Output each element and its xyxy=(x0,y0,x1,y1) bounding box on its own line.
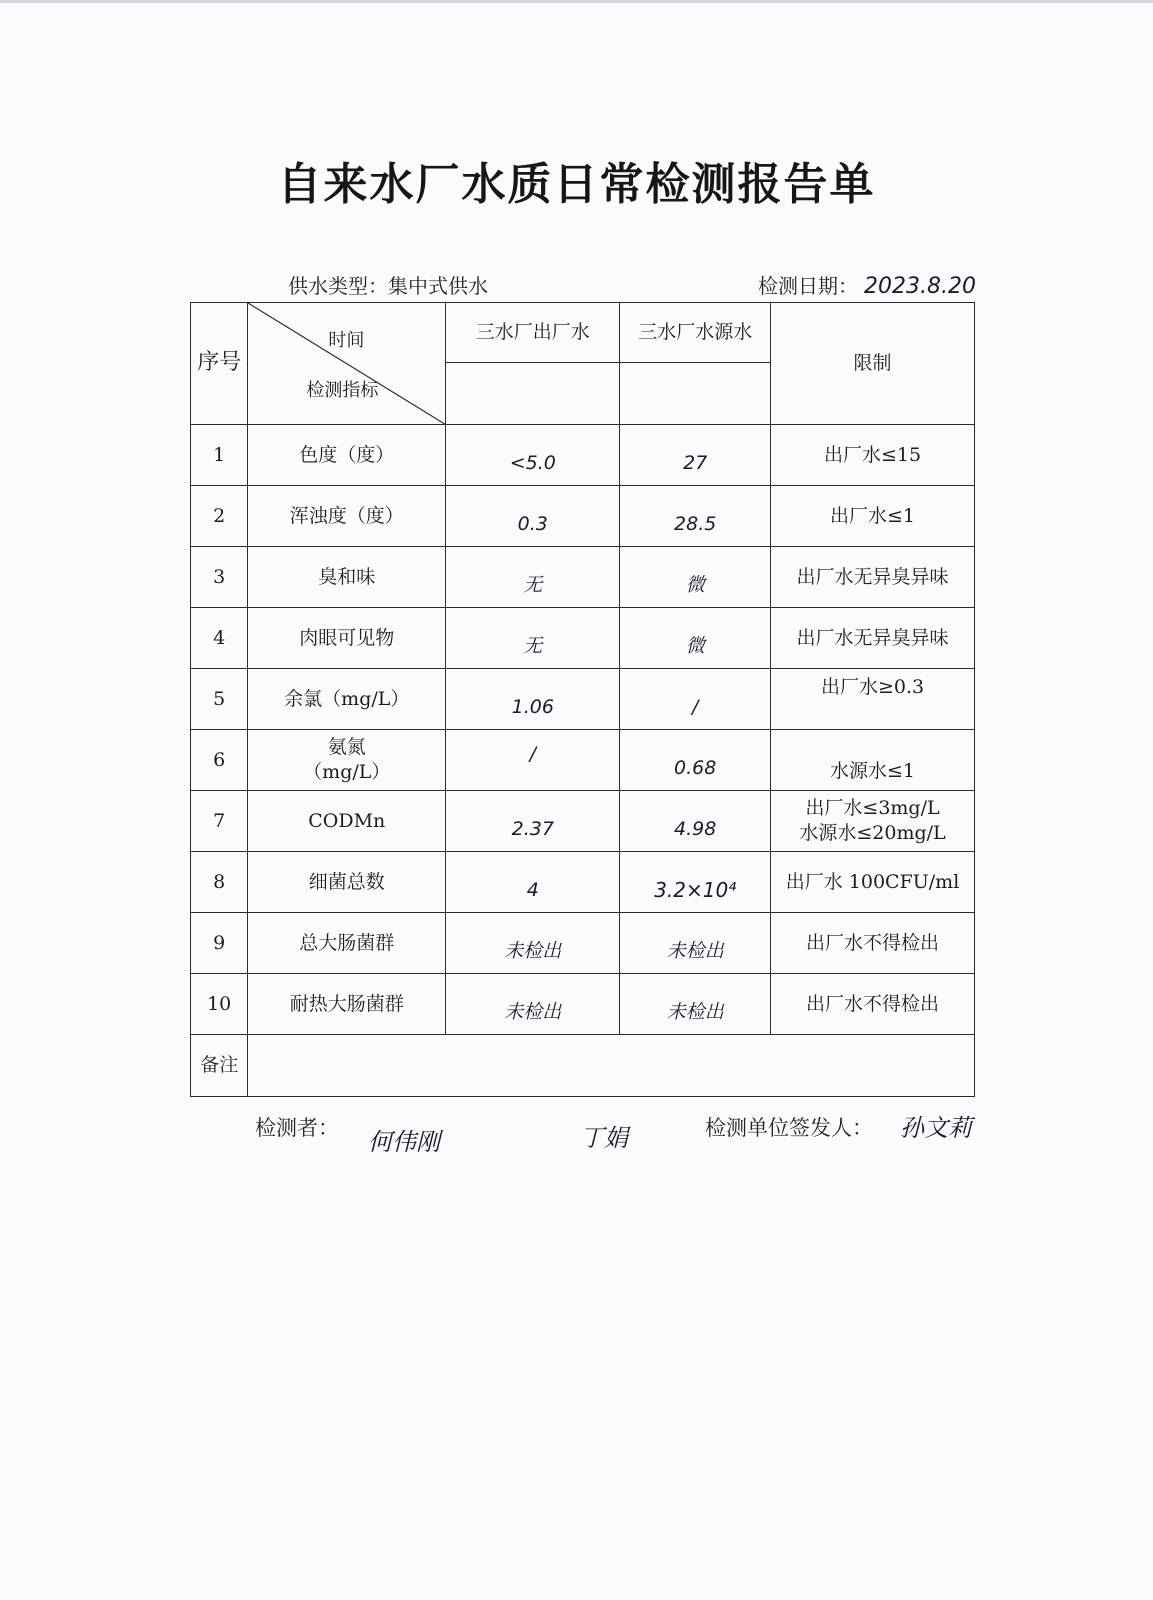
outlet-value: 0.3 xyxy=(446,486,620,547)
source-value: 27 xyxy=(620,425,771,486)
source-value: 4.98 xyxy=(620,791,771,852)
source-value: 微 xyxy=(620,608,771,669)
indicator-name: 肉眼可见物 xyxy=(248,608,446,669)
indicator-name: CODMn xyxy=(248,791,446,852)
table-row xyxy=(191,730,975,791)
row-number: 4 xyxy=(191,608,248,669)
header-col2-blank xyxy=(620,363,771,425)
supply-type: 供水类型：集中式供水 xyxy=(288,274,488,298)
signer-signature: 孙文莉 xyxy=(900,1114,972,1142)
limit-line2: 水源水≤20mg/L xyxy=(799,822,946,844)
source-value: / xyxy=(620,669,771,730)
header-col1: 三水厂出厂水 xyxy=(446,303,620,363)
indicator-name: 色度（度） xyxy=(248,425,446,486)
limit-value: 出厂水≤15 xyxy=(771,425,975,486)
limit-value: 出厂水无异臭异味 xyxy=(771,608,975,669)
scan-edge xyxy=(0,0,1153,3)
outlet-value: 未检出 xyxy=(446,913,620,974)
source-value: 0.68 xyxy=(620,730,771,791)
table-row xyxy=(191,852,975,913)
indicator-name: 余氯（mg/L） xyxy=(248,669,446,730)
source-value: 28.5 xyxy=(620,486,771,547)
row-number: 10 xyxy=(191,974,248,1035)
row-number: 6 xyxy=(191,730,248,791)
header-diagonal-cell xyxy=(248,303,446,425)
quality-table xyxy=(190,302,975,1097)
source-value: 3.2×10⁴ xyxy=(620,852,771,913)
tester-signature-1: 何伟刚 xyxy=(368,1128,440,1156)
row-number: 3 xyxy=(191,547,248,608)
test-date-label: 检测日期： xyxy=(758,274,858,298)
indicator-name: 细菌总数 xyxy=(248,852,446,913)
row-number: 5 xyxy=(191,669,248,730)
outlet-value: 4 xyxy=(446,852,620,913)
indicator-name: 总大肠菌群 xyxy=(248,913,446,974)
report-title: 自来水厂水质日常检测报告单 xyxy=(277,159,876,210)
indicator-name: 耐热大肠菌群 xyxy=(248,974,446,1035)
outlet-value: 1.06 xyxy=(446,669,620,730)
limit-value: 出厂水 100CFU/ml xyxy=(771,852,975,913)
table-row xyxy=(191,608,975,669)
table-row xyxy=(191,547,975,608)
limit-value: 出厂水不得检出 xyxy=(771,974,975,1035)
tester-signature-2: 丁娟 xyxy=(580,1124,628,1152)
header-col2: 三水厂水源水 xyxy=(620,303,771,363)
row-number: 1 xyxy=(191,425,248,486)
test-date xyxy=(758,270,976,299)
table-row xyxy=(191,486,975,547)
remark-content xyxy=(248,1035,975,1097)
header-indicator: 检测指标 xyxy=(306,380,379,401)
limit-value: 出厂水≥0.3 xyxy=(771,669,975,730)
header-time: 时间 xyxy=(328,330,365,351)
header-seq: 序号 xyxy=(191,303,248,425)
row-number: 8 xyxy=(191,852,248,913)
indicator-name: 臭和味 xyxy=(248,547,446,608)
table-row xyxy=(191,974,975,1035)
table-row xyxy=(191,913,975,974)
outlet-value: 2.37 xyxy=(446,791,620,852)
header-col1-blank xyxy=(446,363,620,425)
outlet-value: 未检出 xyxy=(446,974,620,1035)
table-row xyxy=(191,425,975,486)
tester-label: 检测者： xyxy=(255,1116,339,1140)
remarks-row xyxy=(191,1035,975,1097)
indicator-name-line2: （mg/L） xyxy=(303,761,391,783)
limit-value: 出厂水不得检出 xyxy=(771,913,975,974)
limit-value: 出厂水≤1 xyxy=(771,486,975,547)
indicator-name-line1: 氨氮 xyxy=(327,736,366,759)
limit-value: 水源水≤1 xyxy=(771,730,975,791)
outlet-value: <5.0 xyxy=(446,425,620,486)
row-number: 2 xyxy=(191,486,248,547)
test-date-value: 2023.8.20 xyxy=(864,274,976,299)
indicator-name xyxy=(248,730,446,791)
limit-line1: 出厂水≤3mg/L xyxy=(805,797,940,820)
remark-label: 备注 xyxy=(191,1035,248,1097)
source-value: 未检出 xyxy=(620,974,771,1035)
indicator-name: 浑浊度（度） xyxy=(248,486,446,547)
table-row xyxy=(191,791,975,852)
outlet-value: 无 xyxy=(446,547,620,608)
header-limit: 限制 xyxy=(771,303,975,425)
outlet-value: / xyxy=(446,730,620,791)
table-row xyxy=(191,669,975,730)
row-number: 9 xyxy=(191,913,248,974)
limit-value xyxy=(771,791,975,852)
row-number: 7 xyxy=(191,791,248,852)
source-value: 未检出 xyxy=(620,913,771,974)
source-value: 微 xyxy=(620,547,771,608)
signer-label: 检测单位签发人： xyxy=(705,1116,873,1140)
outlet-value: 无 xyxy=(446,608,620,669)
limit-value: 出厂水无异臭异味 xyxy=(771,547,975,608)
